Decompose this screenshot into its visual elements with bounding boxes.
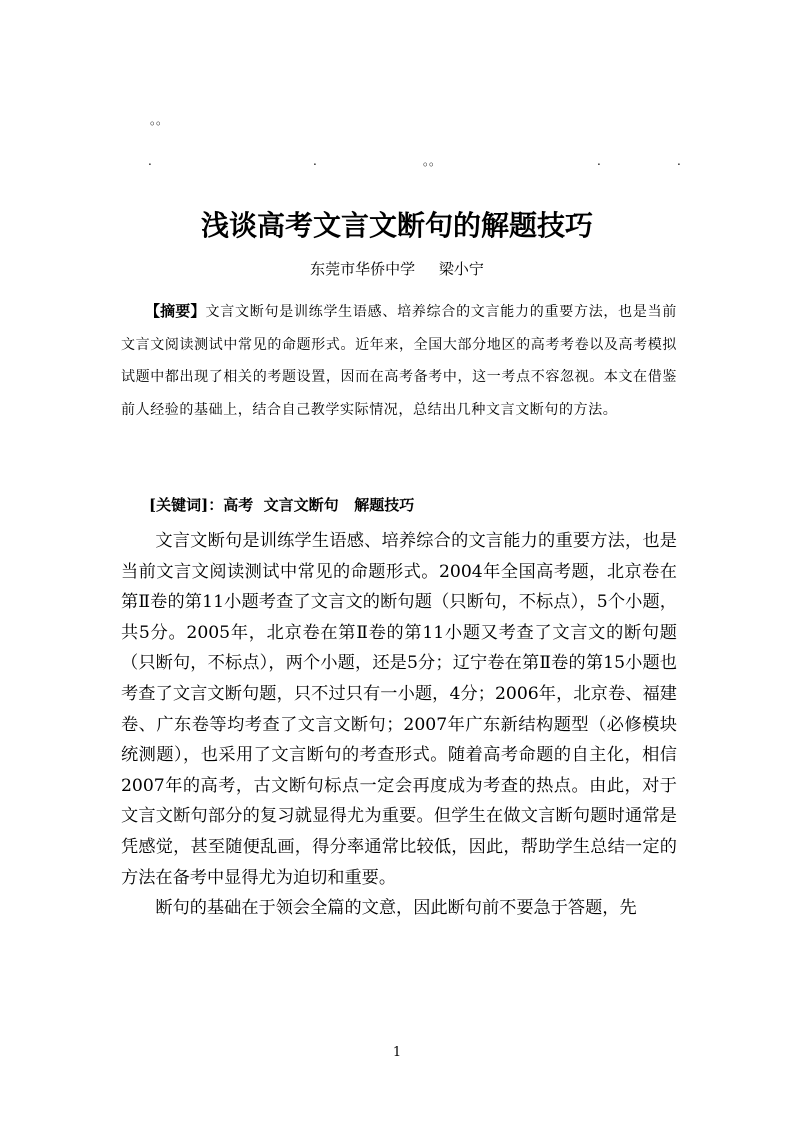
header-mark: .	[313, 154, 317, 168]
body-text	[121, 526, 677, 924]
header-mark: .	[597, 154, 601, 168]
body-paragraph: 文言文断句是训练学生语感、培养综合的文言能力的重要方法，也是当前文言文阅读测试中常见的命题形式。2004年全国高考题，北京卷在第Ⅱ卷的第11小题考查了文言文的断句题（只断句，不标点），5个小题，共5分。2005年，北京卷在第Ⅱ卷的第11小题又考查了文言文的断句题（只断句，不标点），两个小题，还是5分；辽宁卷在第Ⅱ卷的第15小题也考查了文言文断句题，只不过只有一小题，4分；2006年，北京卷、福建卷、广东卷等均考查了文言文断句；2007年广东新结构题型（必修模块统测题），也采用了文言断句的考查形式。随着高考命题的自主化，相信2007年的高考，古文断句标点一定会再度成为考查的热点。由此，对于文言文断句部分的复习就显得尤为重要。但学生在做文言断句题时通常是凭感觉，甚至随便乱画，得分率通常比较低，因此，帮助学生总结一定的方法在备考中显得尤为迫切和重要。	[121, 531, 677, 888]
abstract-label: 【摘要】	[145, 302, 206, 320]
document-title: 浅谈高考文言文断句的解题技巧	[200, 209, 593, 242]
header-mark: 。。	[150, 113, 169, 127]
abstract-text: 文言文断句是训练学生语感、培养综合的文言能力的重要方法，也是当前文言文阅读测试中常见的命题形式。近年来，全国大部分地区的高考考卷以及高考模拟试题中都出现了相关的考题设置，因而在高考备考中，这一考点不容忽视。本文在借鉴前人经验的基础上，结合自己教学实际情况，总结出几种文言文断句的方法。	[121, 304, 677, 418]
body-paragraph: 断句的基础在于领会全篇的文意，因此断句前不要急于答题，先	[155, 898, 637, 919]
abstract	[121, 295, 677, 426]
page-number: 1	[392, 1045, 402, 1060]
header-mark: .	[148, 154, 152, 168]
author-line: 东莞市华侨中学 梁小宁	[310, 260, 484, 278]
header-mark: .	[677, 154, 681, 168]
header-mark: 。。	[423, 154, 442, 168]
keywords-line: [关键词]：高考 文言文断句 解题技巧	[149, 496, 415, 514]
